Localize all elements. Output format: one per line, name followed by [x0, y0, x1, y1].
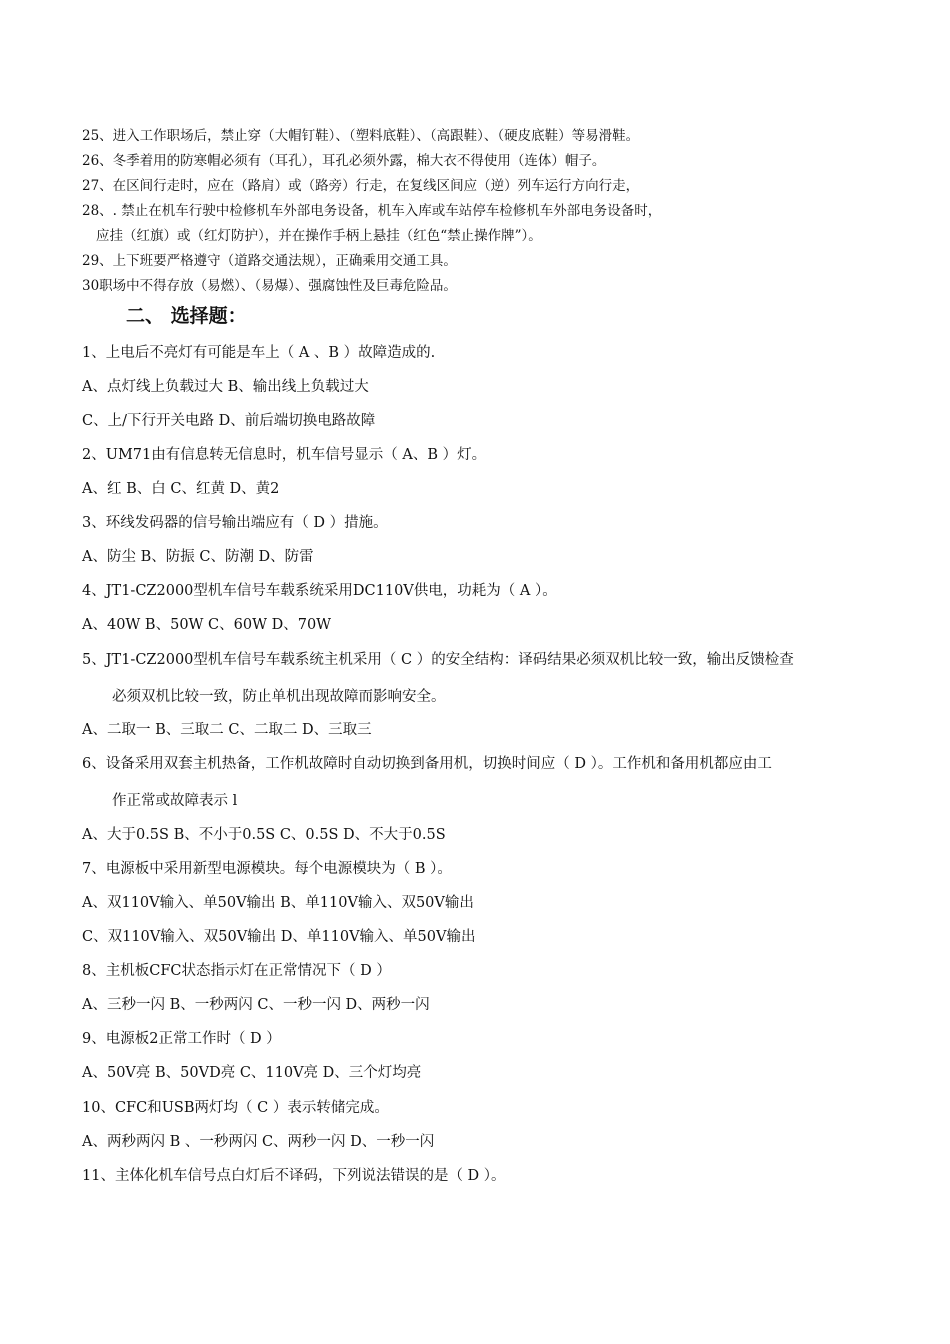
question-5: 5、JT1-CZ2000型机车信号车载系统主机采用（ C ）的安全结构：译码结果必须双机比较一致，输出反馈检查	[82, 652, 794, 668]
fill-blank-item-28-cont: 应挂（红旗）或（红灯防护），并在操作手柄上悬挂（红色“禁止操作牌”）。	[96, 228, 542, 244]
question-6-cont: 作正常或故障表示 l	[112, 793, 238, 809]
question-7-options-cd: C、双110V输入、双50V输出 D、单110V输入、单50V输出	[82, 929, 476, 945]
question-11: 11、主体化机车信号点白灯后不译码，下列说法错误的是（ D ）。	[82, 1168, 506, 1184]
question-8: 8、主机板CFC状态指示灯在正常情况下（ D ）	[82, 963, 391, 979]
question-6-options: A、大于0.5S B、不小于0.5S C、0.5S D、不大于0.5S	[82, 827, 446, 843]
fill-blank-item-28: 28、. 禁止在机车行驶中检修机车外部电务设备，机车入库或车站停车检修机车外部电务设备时，	[82, 203, 662, 219]
question-1-options-cd: C、上/下行开关电路 D、前后端切换电路故障	[82, 413, 376, 429]
question-4: 4、JT1-CZ2000型机车信号车载系统采用DC110V供电，功耗为（ A ）。	[82, 583, 557, 599]
fill-blank-item-25: 25、进入工作职场后，禁止穿（大帽钉鞋）、（塑料底鞋）、（高跟鞋）、（硬皮底鞋）等易滑鞋。	[82, 128, 640, 144]
question-3: 3、环线发码器的信号输出端应有（ D ）措施。	[82, 515, 388, 531]
question-1: 1、上电后不亮灯有可能是车上（ A 、B ）故障造成的.	[82, 345, 436, 361]
question-2: 2、UM71由有信息转无信息时，机车信号显示（ A、B ）灯。	[82, 447, 487, 463]
question-4-options: A、40W B、50W C、60W D、70W	[82, 617, 332, 633]
fill-blank-item-30: 30职场中不得存放（易燃）、（易爆）、强腐蚀性及巨毒危险品。	[82, 278, 457, 294]
question-2-options: A、红 B、白 C、红黄 D、黄2	[82, 481, 280, 497]
question-6: 6、设备采用双套主机热备，工作机故障时自动切换到备用机，切换时间应（ D ）。工作机和备用机都应由工	[82, 756, 772, 772]
question-10-options: A、两秒两闪 B 、一秒两闪 C、两秒一闪 D、一秒一闪	[82, 1134, 435, 1150]
question-7-options-ab: A、双110V输入、单50V输出 B、单110V输入、双50V输出	[82, 895, 474, 911]
question-8-options: A、三秒一闪 B、一秒两闪 C、一秒一闪 D、两秒一闪	[82, 997, 430, 1013]
question-3-options: A、防尘 B、防振 C、防潮 D、防雷	[82, 549, 314, 565]
question-10: 10、CFC和USB两灯均（ C ）表示转储完成。	[82, 1100, 389, 1116]
question-9-options: A、50V亮 B、50VD亮 C、110V亮 D、三个灯均亮	[82, 1065, 422, 1081]
question-9: 9、电源板2正常工作时（ D ）	[82, 1031, 281, 1047]
question-5-cont: 必须双机比较一致，防止单机出现故障而影响安全。	[112, 689, 446, 705]
section-title: 二、 选择题：	[126, 305, 247, 327]
fill-blank-item-27: 27、在区间行走时，应在（路肩）或（路旁）行走，在复线区间应（逆）列车运行方向行走，	[82, 178, 640, 194]
question-5-options: A、二取一 B、三取二 C、二取二 D、三取三	[82, 722, 372, 738]
fill-blank-item-29: 29、上下班要严格遵守（道路交通法规），正确乘用交通工具。	[82, 253, 457, 269]
question-7: 7、电源板中采用新型电源模块。每个电源模块为（ B ）。	[82, 861, 452, 877]
fill-blank-item-26: 26、冬季着用的防寒帽必须有（耳孔），耳孔必须外露，棉大衣不得使用（连体）帽子。	[82, 153, 606, 169]
question-1-options-ab: A、点灯线上负载过大 B、输出线上负载过大	[82, 379, 369, 395]
